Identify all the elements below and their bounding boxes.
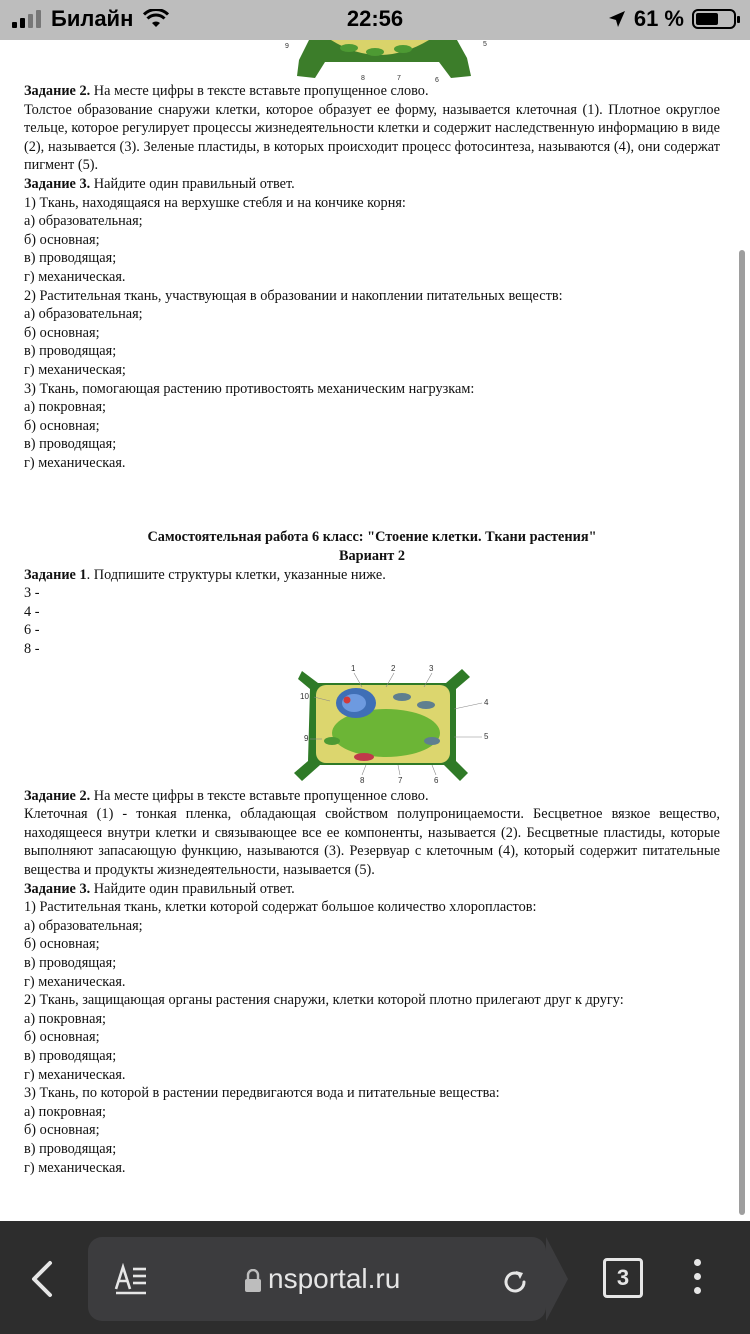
battery-percent: 61 % — [633, 6, 684, 31]
v1-task2-instruction: На месте цифры в тексте вставьте пропущенное слово. — [90, 83, 429, 99]
page-scrollbar[interactable] — [739, 250, 745, 1215]
v2-task3-paragraph — [24, 880, 720, 899]
v1-task3-line: в) проводящая; — [24, 250, 117, 267]
fig-label: 9 — [285, 43, 289, 50]
v2-task3-line: 3) Ткань, по которой в растении передвигаются вода и питательные вещества: — [24, 1085, 500, 1102]
v2-task1-instruction: . Подпишите структуры клетки, указанные ниже. — [86, 566, 386, 583]
v2-task2-heading: Задание 2. — [24, 787, 91, 804]
spacer — [24, 472, 720, 528]
v1-task3-line: а) покровная; — [24, 399, 107, 416]
v1-task3-line: б) основная; — [24, 324, 100, 341]
fig-label: 1 — [351, 664, 356, 673]
fig-label: 8 — [360, 775, 365, 783]
v2-task3-line: 2) Ткань, защищающая органы растения снаружи, клетки которой плотно прилегают друг к другу: — [24, 992, 624, 1009]
v2-task3-line: г) механическая. — [24, 973, 126, 990]
v2-task1-item: 8 - — [24, 641, 40, 658]
back-icon[interactable] — [28, 1259, 58, 1299]
v2-task3-instruction: Найдите один правильный ответ. — [90, 880, 295, 897]
v2-task3-line: б) основная; — [24, 1122, 100, 1139]
v1-task3-line: а) образовательная; — [24, 213, 143, 230]
v2-task3-line: в) проводящая; — [24, 1140, 117, 1157]
more-icon[interactable] — [694, 1259, 702, 1301]
v2-task3-line: а) покровная; — [24, 1010, 107, 1027]
tabs-button[interactable]: 3 — [603, 1258, 643, 1298]
v1-task3-line: г) механическая. — [24, 268, 126, 285]
v1-task3-line: 1) Ткань, находящаяся на верхушке стебля и на кончике корня: — [24, 194, 406, 211]
v2-title: Самостоятельная работа 6 класс: "Стоение клетки. Ткани растения" — [147, 529, 597, 546]
fig-label: 4 — [484, 697, 489, 707]
fig-label: 2 — [391, 664, 396, 673]
fig-label: 6 — [434, 775, 439, 783]
v2-task3-heading: Задание 3. — [24, 880, 91, 897]
v1-task3-line: а) образовательная; — [24, 306, 143, 323]
v2-task1-item: 4 - — [24, 603, 40, 620]
v2-task1-heading: Задание 1 — [24, 566, 87, 583]
fig-label: 7 — [398, 775, 403, 783]
cell-diagram — [274, 665, 504, 783]
url-text: nsportal.ru — [268, 1263, 401, 1294]
v1-task3-line: в) проводящая; — [24, 343, 117, 360]
fig-label: 10 — [300, 691, 309, 701]
v1-task3-instruction: Найдите один правильный ответ. — [90, 175, 295, 192]
v2-task1-item: 3 - — [24, 585, 40, 602]
clock: 22:56 — [346, 6, 404, 31]
v1-task3-line: б) основная; — [24, 417, 100, 434]
reload-icon[interactable] — [500, 1267, 530, 1297]
v2-task3-line: а) образовательная; — [24, 917, 143, 934]
v2-task3-line: в) проводящая; — [24, 1047, 117, 1064]
v1-task3-line: 2) Растительная ткань, участвующая в образовании и накоплении питательных веществ: — [24, 287, 563, 304]
v2-task2-instruction: На месте цифры в тексте вставьте пропущенное слово. — [90, 787, 429, 804]
v2-task3-line: 1) Растительная ткань, клетки которой содержат большое количество хлоропластов: — [24, 899, 537, 916]
v1-task3-line: г) механическая; — [24, 361, 126, 378]
v2-task3-line: а) покровная; — [24, 1103, 107, 1120]
fig-label: 5 — [483, 41, 487, 48]
v2-task1-paragraph — [24, 566, 720, 585]
status-right — [608, 6, 736, 32]
v1-task2-paragraph — [24, 82, 720, 101]
v1-task2-text: Толстое образование снаружи клетки, которое образует ее форму, называется клеточная (1). Плотное округлое тельце, которое регулирует процессы жизнедеятельности клетки и содержит наследственную информацию в виде (2), называется (3). Зеленые пластиды, в которых происходит процесс фотосинтеза, называются (4), они содержат пигмент (5). — [24, 101, 720, 174]
document-content — [24, 40, 720, 1177]
v2-variant: Вариант 2 — [338, 548, 405, 565]
v2-task3-line: г) механическая. — [24, 1066, 126, 1083]
v1-task3-line: 3) Ткань, помогающая растению противостоять механическим нагрузкам: — [24, 380, 475, 397]
carrier-name: Билайн — [51, 6, 134, 31]
fig-label: 9 — [304, 733, 309, 743]
address-bar[interactable] — [88, 1237, 546, 1321]
v2-task3-line: г) механическая. — [24, 1159, 126, 1176]
v1-task3-paragraph — [24, 175, 720, 194]
fig-label: 3 — [429, 664, 434, 673]
cell-diagram-top — [279, 40, 499, 82]
v2-task3-line: б) основная; — [24, 936, 100, 953]
fig-label: 6 — [435, 77, 439, 82]
lock-icon — [244, 1269, 262, 1293]
v1-task3-heading: Задание 3. — [24, 175, 91, 192]
v1-task2-heading: Задание 2. — [24, 83, 91, 99]
fig-label: 8 — [361, 75, 365, 82]
battery-level-fill — [696, 13, 718, 25]
status-bar — [0, 0, 750, 40]
v2-task2-paragraph — [24, 787, 720, 806]
fig-label: 5 — [484, 731, 489, 741]
browser-toolbar — [0, 1221, 750, 1334]
reader-icon[interactable] — [114, 1263, 148, 1295]
v2-task3-line: в) проводящая; — [24, 954, 117, 971]
fig-label: 7 — [397, 75, 401, 82]
v1-task3-line: в) проводящая; — [24, 436, 117, 453]
battery-icon — [692, 9, 736, 29]
v2-task3-line: б) основная; — [24, 1029, 100, 1046]
v2-task2-text: Клеточная (1) - тонкая пленка, обладающая свойством полупроницаемости. Бесцветное вязкое вещество, находящееся внутри клетки и связывающее все ее компоненты, называется (2). Бесцветные пластиды, которые выполняют запасающую функцию, называются (3). Резервуар с клеточным (4), который содержит питательные вещества и продукты жизнедеятельности, называется (5). — [24, 806, 720, 878]
v2-task1-item: 6 - — [24, 622, 40, 639]
location-icon — [608, 10, 626, 28]
v1-task3-line: г) механическая. — [24, 454, 126, 471]
v1-task3-line: б) основная; — [24, 231, 100, 248]
